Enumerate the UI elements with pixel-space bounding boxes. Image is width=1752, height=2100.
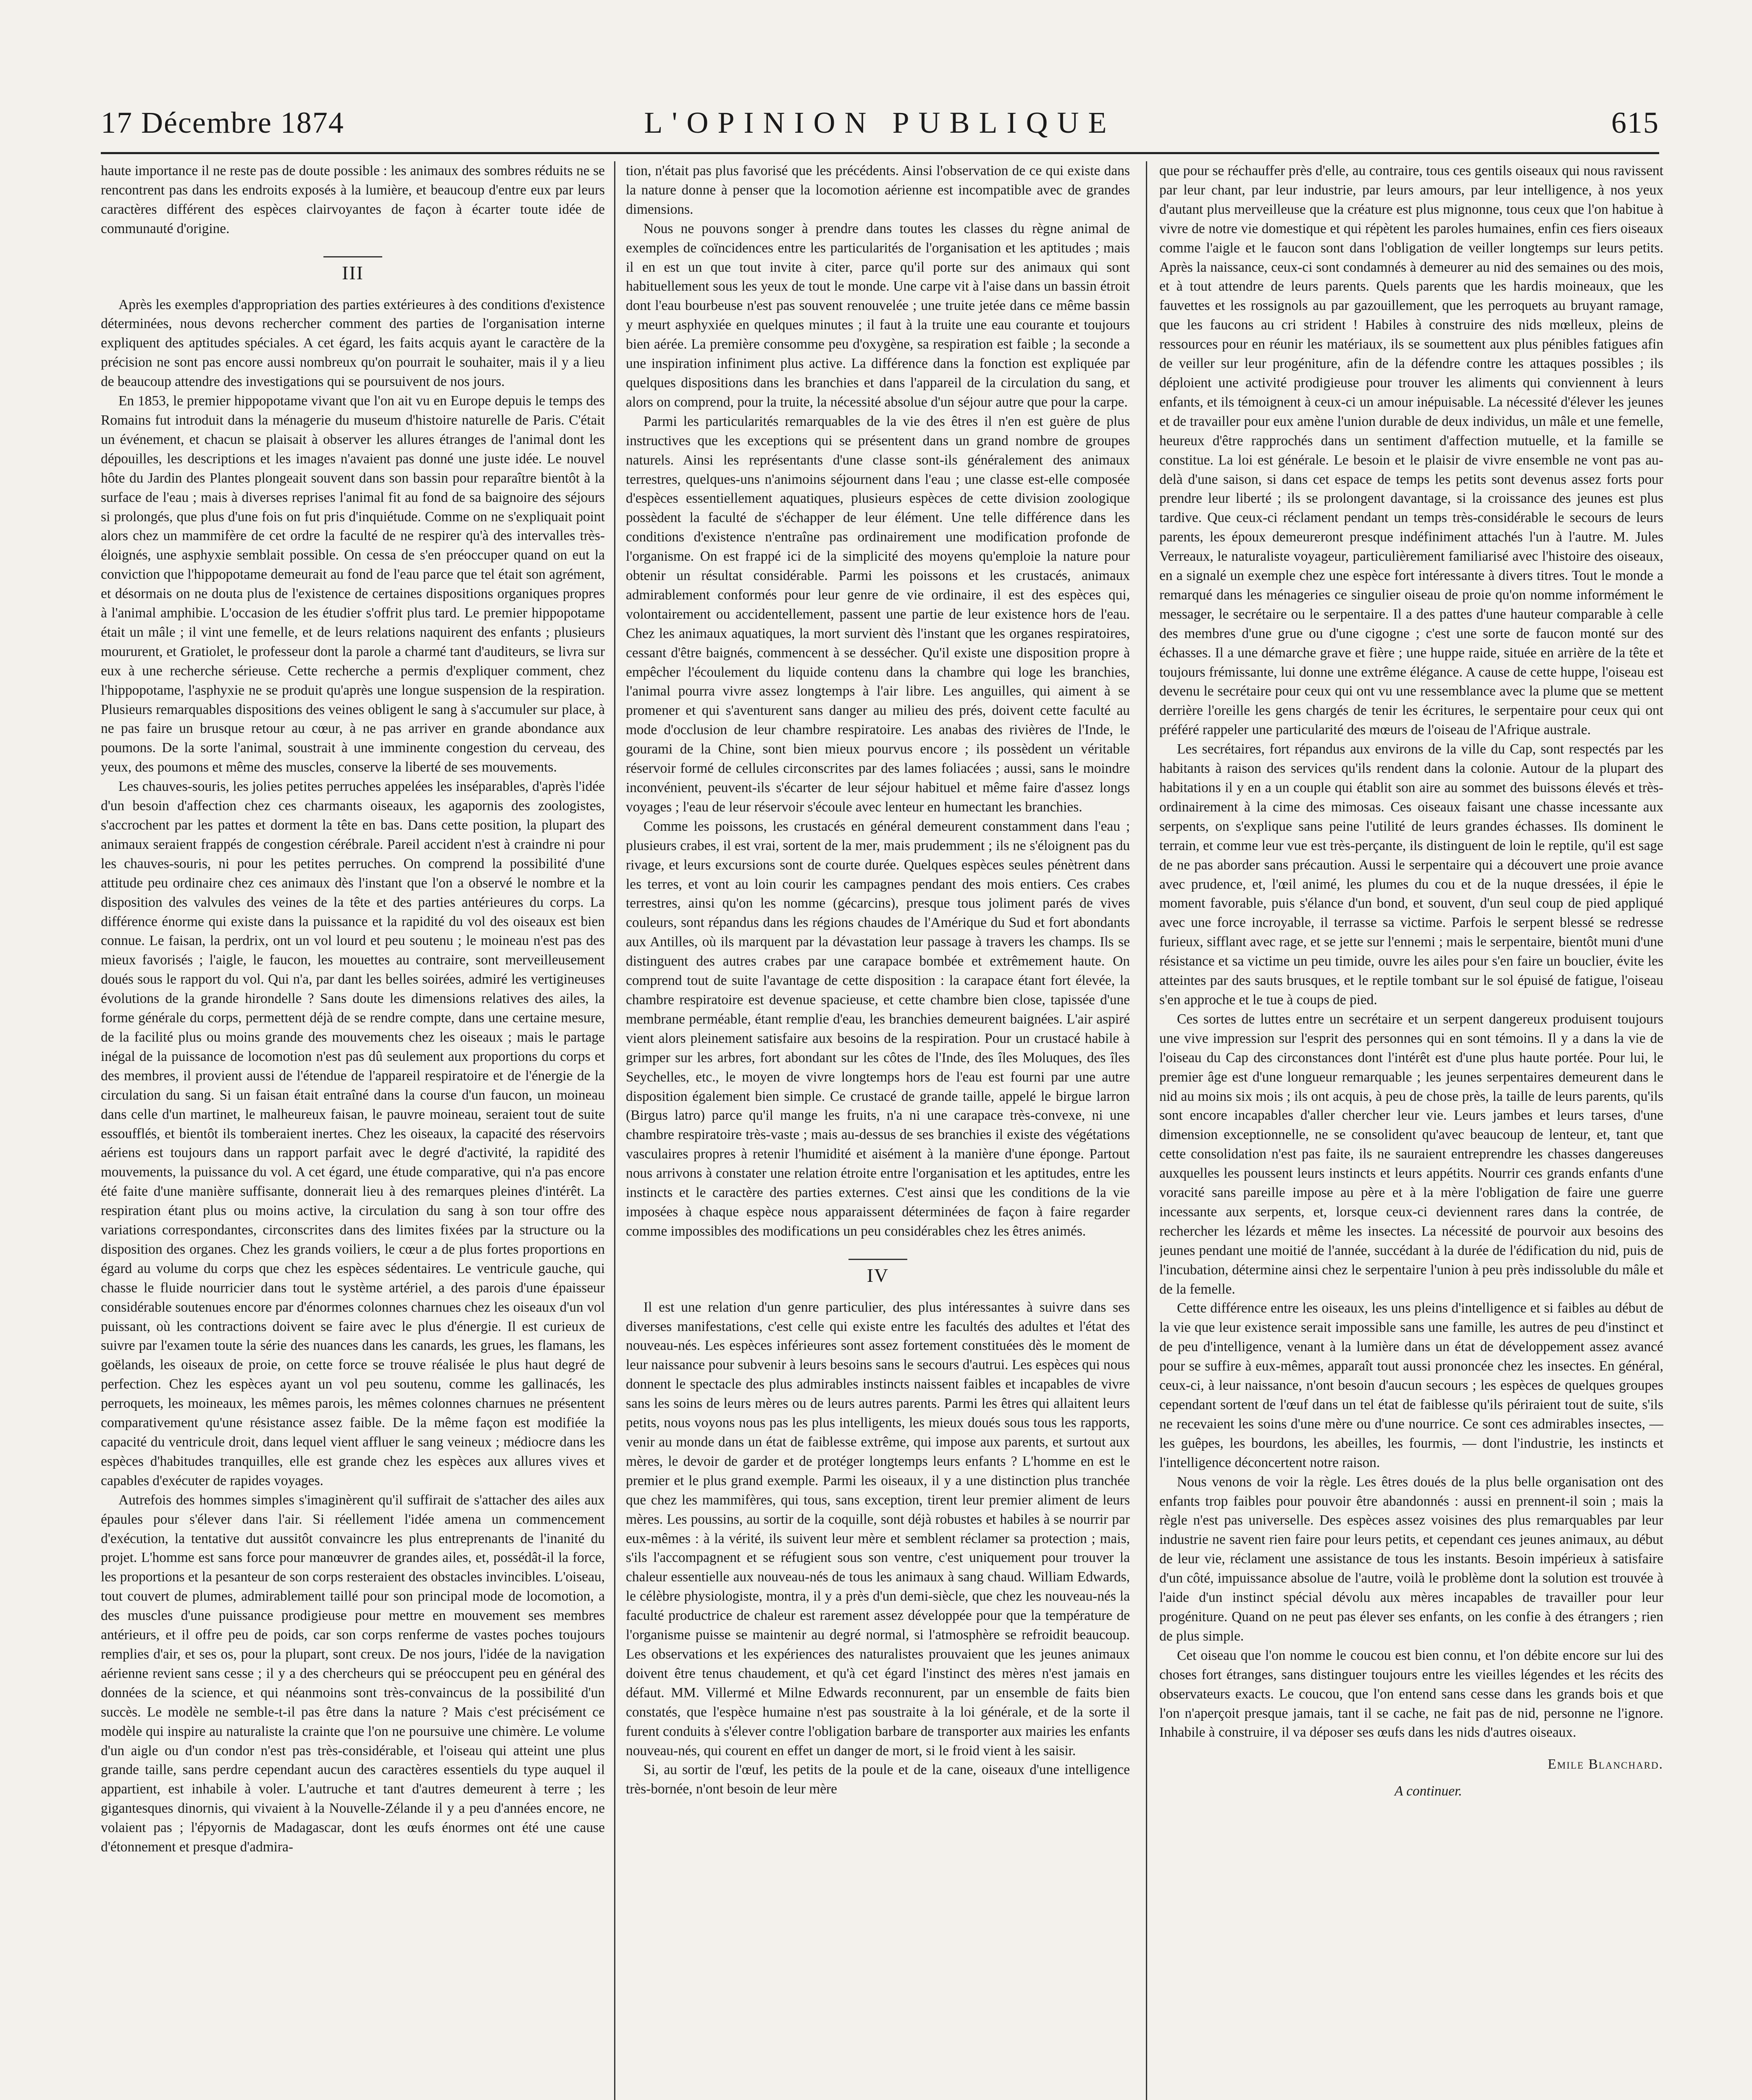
paragraph: tion, n'était pas plus favorisé que les précédents. Ainsi l'observation de ce qui existe dans la nature donne à penser que la locomotion aérienne est incompatible avec de grandes dimensions. [626, 163, 1130, 217]
continuation-note: A continuer. [1395, 1783, 1462, 1799]
issue-date: 17 Décembre 1874 [101, 106, 344, 139]
journal-title: L'OPINION PUBLIQUE [644, 106, 1116, 139]
section-rule [848, 1259, 907, 1260]
section-number: III [342, 262, 364, 284]
paragraph: Cette différence entre les oiseaux, les uns pleins d'intelligence et si faibles au début de la vie que leur existence serait impossible sans une famille, les autres de peu d'instinct et de peu d'intelligence, venant à la lumière dans un état de développement assez avancé pour se suffire à eux-mêmes, apparaît tout aussi prononcée chez les insectes. En général, ceux-ci, à leur naissance, n'ont besoin d'aucun secours ; les espèces de quelques groupes cependant sortent de l'œuf dans un tel état de faiblesse qu'ils périraient tout de suite, s'ils ne recevaient les soins d'une mère ou d'une nourrice. Ce sont ces admirables insectes, — les guêpes, les bourdons, les abeilles, les fourmis, — dont l'industrie, les instincts et l'intelligence déconcertent notre raison. [1159, 1300, 1663, 1470]
paragraph: haute importance il ne reste pas de doute possible : les animaux des sombres réduits ne se rencontrent pas dans les endroits exposés à la lumière, et beaucoup d'entre eux par leurs caractères différent des espèces clairvoyantes de façon à écarter toute idée de communauté d'origine. [101, 163, 605, 236]
column-divider [614, 161, 615, 2100]
paragraph: Il est une relation d'un genre particulier, des plus intéressantes à suivre dans ses diverses manifestations, c'est celle qui existe entre les facultés des adultes et l'état des nouveau-nés. Les espèces inférieures sont assez fortement constituées dès le moment de leur naissance pour subvenir à leurs besoins sans le secours d'autrui. Les espèces qui nous donnent le spectacle des plus admirables instincts naissent faibles et incapables de vivre sans les soins de leurs mères ou de leurs autres parents. Parmi les êtres qui allaitent leurs petits, nous voyons nous pas les plus intelligents, les mieux doués sous tous les rapports, venir au monde dans un état de faiblesse extrême, qui impose aux parents, et surtout aux mères, le devoir de garder et de protéger longtemps leurs enfants ? L'homme en est le premier et le plus grand exemple. Parmi les oiseaux, il y a une distinction plus tranchée que chez les mammifères, qui tous, sans exception, tirent leur premier aliment de leurs mères. Les poussins, au sortir de la coquille, sont déjà robustes et habiles à se nourrir par eux-mêmes : à la vérité, ils suivent leur mère et semblent réclamer sa protection ; mais, s'ils l'accompagnent et se réfugient sous son ventre, c'est uniquement pour trouver la chaleur essentielle aux nouveau-nés de tous les animaux à sang chaud. William Edwards, le célèbre physiologiste, montra, il y a près d'un demi-siècle, que chez les nouveau-nés la faculté productrice de chaleur est rarement assez développée pour que la température de l'organisme puisse se maintenir au degré normal, si l'atmosphère se refroidit beaucoup. Les observations et les expériences des naturalistes prouvaient que les jeunes animaux doivent être tenus chaudement, et qu'à cet égard l'instinct des mères n'est jamais en défaut. MM. Villermé et Milne Edwards reconnurent, par un ensemble de faits bien constatés, que l'espèce humaine n'est pas soustraite à la loi générale, et de la sorte il furent conduits à s'élever contre l'obligation barbare de transporter aux mairies les enfants nouveau-nés, qui courent en effet un danger de mort, si le froid vient à les saisir. [626, 1299, 1130, 1759]
paragraph: Ces sortes de luttes entre un secrétaire et un serpent dangereux produisent toujours une vive impression sur l'esprit des personnes qui en sont témoins. Il y a dans la vie de l'oiseau du Cap des circonstances dont l'intérêt est d'une plus haute portée. Pour lui, le premier âge est d'une longueur remarquable ; les jeunes serpentaires demeurent dans le nid au moins six mois ; ils ont acquis, à peu de chose près, la taille de leurs parents, qu'ils sont encore incapables d'aller chercher leur vie. Leurs jambes et leurs tarses, d'une dimension exceptionnelle, ne se consolident qu'avec beaucoup de lenteur, et, tant que cette consolidation n'est pas faite, ils ne sauraient entreprendre les chasses dangereuses auxquelles les poussent leurs instincts et leurs appétits. Nourrir ces grands enfants d'une voracité sans pareille impose au père et à la mère l'obligation de faire une guerre incessante aux serpents, et, lorsque ceux-ci deviennent rares dans la contrée, de rechercher les lézards et même les insectes. La nécessité de pourvoir aux besoins des jeunes pendant une moitié de l'année, succédant à la durée de l'édification du nid, puis de l'incubation, détermine ainsi chez le serpentaire l'union à peu près indissoluble du mâle et de la femelle. [1159, 1011, 1663, 1297]
page-number: 615 [1611, 106, 1659, 139]
column-3 [1159, 161, 1663, 2100]
page-header [101, 97, 1659, 148]
section-rule [323, 256, 382, 257]
paragraph: Parmi les particularités remarquables de la vie des êtres il n'en est guère de plus instructives que les exceptions qui se présentent dans un grand nombre de groupes naturels. Ainsi les représentants d'une classe sont-ils généralement des animaux terrestres, quelques-uns n'animoins séjournent dans l'eau ; une classe est-elle composée d'espèces essentiellement aquatiques, plusieurs espèces de cette division zoologique possèdent la faculté de s'échapper de leur élément. Une telle différence dans les conditions d'existence n'entraîne pas ordinairement une modification profonde de l'organisme. On est frappé ici de la simplicité des moyens qu'emploie la nature pour obtenir un résultat considérable. Parmi les poissons et les crustacés, animaux admirablement conformés pour leur genre de vie ordinaire, il est des espèces qui, volontairement ou accidentellement, passent une partie de leur existence hors de l'eau. Chez les animaux aquatiques, la mort survient dès l'instant que les organes respiratoires, cessant d'être baignés, commencent à se dessécher. Qu'il existe une disposition propre à empêcher l'écoulement du liquide contenu dans la chambre qui loge les branchies, l'animal pourra vivre assez longtemps à l'air libre. Les anguilles, qui aiment à se promener et qui s'aventurent sans danger au milieu des prés, doivent cette faculté au mode d'occlusion de leur chambre respiratoire. Les anabas des rivières de l'Inde, le gourami de la Chine, sont bien mieux pourvus encore ; ils possèdent un véritable réservoir formé de cellules circonscrites par des lames foliacées ; aussi, sans le moindre inconvénient, peuvent-ils s'écarter de leur séjour habituel et même faire d'assez longs voyages ; l'eau de leur réservoir s'écoule avec lenteur en humectant les branchies. [626, 413, 1130, 815]
paragraph: Autrefois des hommes simples s'imaginèrent qu'il suffirait de s'attacher des ailes aux épaules pour s'élever dans l'air. Si réellement l'idée amena un commencement d'exécution, la tentative dut aussitôt convaincre les plus entreprenants de l'inanité du projet. L'homme est sans force pour manœuvrer de grandes ailes, et, possédât-il la force, les proportions et la pesanteur de son corps resteraient des obstacles invincibles. L'oiseau, tout couvert de plumes, admirablement taillé pour son principal mode de locomotion, a des muscles d'une puissance prodigieuse pour mettre en mouvement ses membres antérieurs, et il offre peu de poids, car son corps renferme de vastes poches toujours remplies d'air, et ses os, pour la plupart, sont creux. De nos jours, l'idée de la navigation aérienne revient sans cesse ; il y a des chercheurs qui se préoccupent peu en général des données de la science, et qui néanmoins sont très-convaincus de la possibilité d'un succès. Le modèle ne semble-t-il pas être dans la nature ? Mais c'est précisément ce modèle qui inspire au naturaliste la crainte que l'on ne poursuive une chimère. Le volume d'un aigle ou d'un condor n'est pas très-considérable, et l'oiseau qui atteint une plus grande taille, sans perdre cependant aucun des caractères essentiels du type auquel il appartient, est inhabile à voler. L'autruche et tant d'autres demeurent à terre ; les gigantesques dinornis, qui vivaient à la Nouvelle-Zélande il y a peu d'années encore, ne volaient pas ; l'épyornis de Madagascar, dont les œufs énormes ont été une cause d'étonnement et presque d'admira- [101, 1492, 605, 1855]
paragraph: Comme les poissons, les crustacés en général demeurent constamment dans l'eau ; plusieurs crabes, il est vrai, sortent de la mer, mais prudemment ; ils ne s'éloignent pas du rivage, et leurs excursions sont de courte durée. Quelques espèces seules pénètrent dans les terres, et vont au loin courir les campagnes pendant des mois entiers. Ces crabes terrestres, ainsi qu'on les nomme (gécarcins), presque tous joliment parés de vives couleurs, sont répandus dans les régions chaudes de l'Amérique du Sud et fort abondants aux Antilles, où ils marquent par la dévastation leur passage à travers les champs. Ils se distinguent des autres crabes par une carapace bombée et extrêmement haute. On comprend tout de suite l'avantage de cette disposition : la carapace étant fort élevée, la chambre respiratoire est devenue spacieuse, et cette chambre bien close, tapissée d'une membrane perméable, étant remplie d'eau, les branchies demeurent baignées. L'air aspiré vient alors pleinement satisfaire aux besoins de la respiration. Pour un crustacé habile à grimper sur les arbres, fort abondant sur les côtes de l'Inde, des îles Moluques, des îles Seychelles, etc., le moyen de vivre longtemps hors de l'eau est fourni par une autre disposition également bien simple. Ce crustacé de grande taille, appelé le birgue larron (Birgus latro) parce qu'il mange les fruits, n'a ni une carapace très-convexe, ni une chambre respiratoire très-vaste ; mais au-dessus de ses branchies il existe des végétations vasculaires propres à retenir l'humidité et aisément à la manière d'une éponge. Partout nous arrivons à constater une relation étroite entre l'organisation et les aptitudes, entre les instincts et le caractère des parties externes. C'est ainsi que les conditions de la vie imposées à chaque espèce nous apparaissent déterminées de façon à faire regarder comme impossibles des modifications un peu considérables chez les êtres animés. [626, 818, 1130, 1239]
paragraph: Les chauves-souris, les jolies petites perruches appelées les inséparables, d'après l'idée d'un besoin d'affection chez ces charmants oiseaux, les agapornis des zoologistes, s'accrochent par les pattes et dorment la tête en bas. Dans cette position, la plupart des animaux seraient frappés de congestion cérébrale. Pareil accident n'est à craindre ni pour les chauves-souris, ni pour les petites perruches. On comprend la possibilité d'une attitude peu ordinaire chez ces animaux dès l'instant que l'on a observé le nombre et la disposition des valvules des veines de la tête et des parties antérieures du corps. La différence énorme qui existe dans la puissance et la rapidité du vol des oiseaux est bien connue. Le faisan, la perdrix, ont un vol lourd et peu soutenu ; le moineau n'est pas des mieux favorisés ; l'aigle, le faucon, les mouettes au contraire, sont merveilleusement doués sous le rapport du vol. Qui n'a, par dant les belles soirées, admiré les vertigineuses évolutions de la grande hirondelle ? Sans doute les dimensions relatives des ailes, la forme générale du corps, permettent déjà de se rendre compte, dans une certaine mesure, de la facilité plus ou moins grande des mouvements chez les oiseaux ; mais le partage inégal de la puissance de locomotion n'est pas dû seulement aux proportions du corps et des membres, il provient aussi de l'étendue de l'appareil respiratoire et de l'énergie de la circulation du sang. Si un faisan était entraîné dans la course d'un faucon, un moineau dans celle d'un martinet, le malheureux faisan, le pauvre moineau, seraient tout de suite essoufflés, et bientôt ils tomberaient inertes. Chez les oiseaux, la capacité des réservoirs aériens est toujours dans un rapport parfait avec le degré d'activité, la rapidité des mouvements, la puissance du vol. A cet égard, une étude comparative, qui n'a pas encore été faite d'une manière suffisante, donnerait lieu à des remarques pleines d'intérêt. La respiration étant plus ou moins active, la circulation du sang à son tour offre des variations correspondantes, circonscrites dans des limites fixées par la structure ou la disposition des organes. Chez les grands voiliers, le cœur a de plus fortes proportions en égard au volume du corps que chez les espèces sédentaires. Le ventricule gauche, qui chasse le fluide nourricier dans tout le système artériel, a des parois d'une épaisseur considérable soutenues encore par d'énormes colonnes charnues chez les oiseaux d'un vol puissant, où les contractions doivent se faire avec le plus d'énergie. Il est curieux de suivre par l'examen toute la série des nuances dans les canards, les grues, les flamans, les goëlands, les oiseaux de proie, on cette force se trouve réalisée le plus haut degré de perfection. Chez les espèces ayant un vol peu soutenu, comme les gallinacés, les perroquets, les moineaux, les mêmes parois, les mêmes colonnes charnues ne présentent comparativement qu'une résistance assez faible. De la même façon est modifiée la capacité du ventricule droit, dans lequel vient affluer le sang veineux ; médiocre dans les espèces d'habitudes tranquilles, elle est grande chez les espèces aux allures vives et capables d'exécuter de rapides voyages. [101, 779, 605, 1488]
author-signature: Emile Blanchard. [1547, 1756, 1663, 1772]
column-2 [626, 161, 1130, 2100]
section-heading-iii [101, 256, 605, 283]
paragraph: Si, au sortir de l'œuf, les petits de la poule et de la cane, oiseaux d'une intelligence très-bornée, n'ont besoin de leur mère [626, 1762, 1130, 1797]
paragraph: Cet oiseau que l'on nomme le coucou est bien connu, et l'on débite encore sur lui des choses fort étranges, sans distinguer toujours entre les vieilles légendes et les récits des observateurs exacts. Le coucou, que l'on entend sans cesse dans les grands bois et que l'on n'aperçoit presque jamais, tant il se cache, ne fait pas de nid, personne ne l'ignore. Inhabile à construire, il va déposer ses œufs dans les nids d'autres oiseaux. [1159, 1647, 1663, 1740]
column-1 [101, 161, 605, 2100]
section-heading-iv [626, 1259, 1130, 1285]
header-rule [101, 152, 1659, 154]
paragraph: Nous venons de voir la règle. Les êtres doués de la plus belle organisation ont des enfants trop faibles pour pouvoir être abandonnés : aussi en prennent-il soin ; mais la règle n'est pas universelle. Des espèces assez voisines des plus remarquables par leur industrie ne savent rien faire pour leurs petits, et cependant ces jeunes animaux, au début de leur vie, réclament une assistance de tous les instants. Besoin impérieux à satisfaire d'un côté, impuissance absolue de l'autre, voilà le problème dont la solution est trouvée à l'aide d'un instinct spécial dévolu aux mères incapables de travailler pour leur progéniture. Quand on ne peut pas élever ses enfants, on les confie à des étrangers ; rien de plus simple. [1159, 1474, 1663, 1644]
paragraph: que pour se réchauffer près d'elle, au contraire, tous ces gentils oiseaux qui nous ravissent par leur chant, par leur industrie, par leurs amours, par leur intelligence, à nos yeux d'autant plus merveilleuse que la créature est plus mignonne, tous ceux que l'on habitue à vivre de notre vie domestique et qui répètent les paroles humaines, enfin ces fiers oiseaux comme l'aigle et le faucon sont dans l'obligation de veiller longtemps sur leurs petits. Après la naissance, ceux-ci sont condamnés à demeurer au nid des semaines ou des mois, et à tout attendre de leurs parents. Quels parents que les hardis moineaux, que les fauvettes et les rossignols au par gazouillement, que les perroquets au bruyant ramage, que les faucons au cri strident ! Habiles à construire des nids mœlleux, pleins de ressources pour en réunir les matériaux, ils se soumettent aux plus pénibles fatigues afin de veiller sur leur progéniture, afin de la défendre contre les attaques possibles ; ils déploient une activité prodigieuse pour trouver les aliments qui conviennent à leurs enfants, et ils témoignent à ceux-ci un amour inépuisable. La nécessité d'élever les jeunes et de travailler pour eux amène l'union durable de deux individus, un mâle et une femelle, heureux d'être rapprochés dans un sentiment d'affection mutuelle, et la famille se constitue. La loi est générale. Le besoin et le plaisir de vivre ensemble ne vont pas au-delà d'une saison, si dans cet espace de temps les petits sont devenus assez forts pour prendre leur liberté ; ils se prolongent davantage, si la croissance des jeunes est plus tardive. Que ceux-ci réclament pendant un temps très-considérable le secours de leurs parents, les époux demeureront presque indéfiniment attachés l'un à l'autre. M. Jules Verreaux, le naturaliste voyageur, particulièrement familiarisé avec l'histoire des oiseaux, en a signalé un exemple chez une espèce fort intéressante à divers titres. Tout le monde a remarqué dans les ménageries ce singulier oiseau de proie qu'on nomme informément le messager, le secrétaire ou le serpentaire. Il a des pattes d'une hauteur comparable à celle des membres d'une grue ou d'une cigogne ; c'est une sorte de faucon monté sur des échasses. Il a une démarche grave et fière ; une huppe raide, située en arrière de la tête et toujours frémissante, lui donne une extrême élégance. A cause de cette huppe, l'oiseau est devenu le secrétaire pour ceux qui ont vu une ressemblance avec la plume que se mettent derrière l'oreille les gens chargés de tenir les écritures, le serpentaire pour ceux qui ont préféré rappeler une particularité des mœurs de l'oiseau de l'Afrique australe. [1159, 163, 1663, 738]
paragraph: Nous ne pouvons songer à prendre dans toutes les classes du règne animal de exemples de coïncidences entre les particularités de l'organisation et les aptitudes ; mais il en est un que tout invite à citer, parce qu'il porte sur des animaux qui sont habituellement sous les yeux de tout le monde. Une carpe vit à l'aise dans un bassin étroit dont l'eau bourbeuse n'est pas souvent renouvelée ; une truite jetée dans ce même bassin y meurt asphyxiée en quelques minutes ; il faut à la truite une eau courante et toujours bien aérée. La première consomme peu d'oxygène, sa respiration est faible ; la seconde a une inspiration infiniment plus active. La différence dans la fonction est expliquée par quelques dispositions dans les branchies et dans l'appareil de la circulation du sang, et alors on comprend, pour la truite, la nécessité absolue d'un séjour autre que pour la carpe. [626, 220, 1130, 410]
paragraph: En 1853, le premier hippopotame vivant que l'on ait vu en Europe depuis le temps des Romains fut introduit dans la ménagerie du museum d'histoire naturelle de Paris. C'était un événement, et chacun se plaisait à observer les allures étranges de l'animal dont les dépouilles, les descriptions et les images n'avaient pas donné une juste idée. Le nouvel hôte du Jardin des Plantes plongeait souvent dans son bassin pour reparaître bientôt à la surface de l'eau ; mais à diverses reprises l'animal fit au fond de sa baignoire des séjours si prolongés, que plus d'une fois on fut pris d'inquiétude. Comme on ne s'expliquait point alors chez un mammifère de cet ordre la faculté de ne respirer qu'à des intervalles très-éloignés, une asphyxie semblait possible. On cessa de s'en préoccuper quand on eut la conviction que l'hippopotame demeurait au fond de l'eau parce que tel était son agrément, et désormais on ne douta plus de l'existence de certaines dispositions organiques propres à l'animal amphibie. L'occasion de les étudier s'offrit plus tard. Le premier hippopotame était un mâle ; il vint une femelle, et de leurs relations naquirent des enfants ; plusieurs moururent, et Gratiolet, le professeur dont la parole a charmé tant d'auditeurs, se livra sur eux à une recherche sérieuse. Cette recherche a permis d'expliquer comment, chez l'hippopotame, l'asphyxie ne se produit qu'après une longue suspension de la respiration. Plusieurs remarquables dispositions des veines obligent le sang à s'accumuler sur place, à ne pas faire un brusque retour au cœur, à ne pas arriver en grande abondance aux poumons. De la sorte l'animal, soustrait à une imminente congestion du cerveau, des yeux, des poumons et même des muscles, conserve la liberté de ses mouvements. [101, 393, 605, 775]
paragraph: Après les exemples d'appropriation des parties extérieures à des conditions d'existence déterminées, nous devons rechercher comment des parties de l'organisation interne expliquent des aptitudes spéciales. A cet égard, les faits acquis ayant le caractère de la précision ne sont pas encore aussi nombreux qu'on pourrait le souhaiter, mais il y a lieu de beaucoup attendre des investigations qui se poursuivent de nos jours. [101, 297, 605, 390]
section-number: IV [867, 1264, 889, 1286]
column-divider [1146, 161, 1147, 2100]
paragraph: Les secrétaires, fort répandus aux environs de la ville du Cap, sont respectés par les habitants à raison des services qu'ils rendent dans la colonie. Autour de la plupart des habitations il y en a un couple qui établit son aire au sommet des buissons élevés et très-ordinairement à la cime des mimosas. Ces oiseaux faisant une chasse incessante aux serpents, on s'explique sans peine l'utilité de leurs grandes échasses. Ils dominent le terrain, et comme leur vue est très-perçante, ils distinguent de loin le reptile, qu'il est sage de ne pas aborder sans précaution. Aussi le serpentaire qui a découvert une proie avance avec prudence, et, l'œil animé, les plumes du cou et de la nuque dressées, il épie le moment favorable, puis s'élance d'un bond, et souvent, d'un seul coup de pied appliqué avec une force incroyable, il terrasse sa victime. Parfois le serpent blessé se redresse furieux, sifflant avec rage, et se jette sur l'ennemi ; mais le serpentaire, bientôt muni d'une résistance et sa victime un peu timide, ouvre les ailes pour s'en faire un bouclier, évite les atteintes par des sauts brusques, et le reptile tombant sur le sol épuisé de fatigue, l'oiseau s'en approche et le tue à coups de pied. [1159, 741, 1663, 1008]
